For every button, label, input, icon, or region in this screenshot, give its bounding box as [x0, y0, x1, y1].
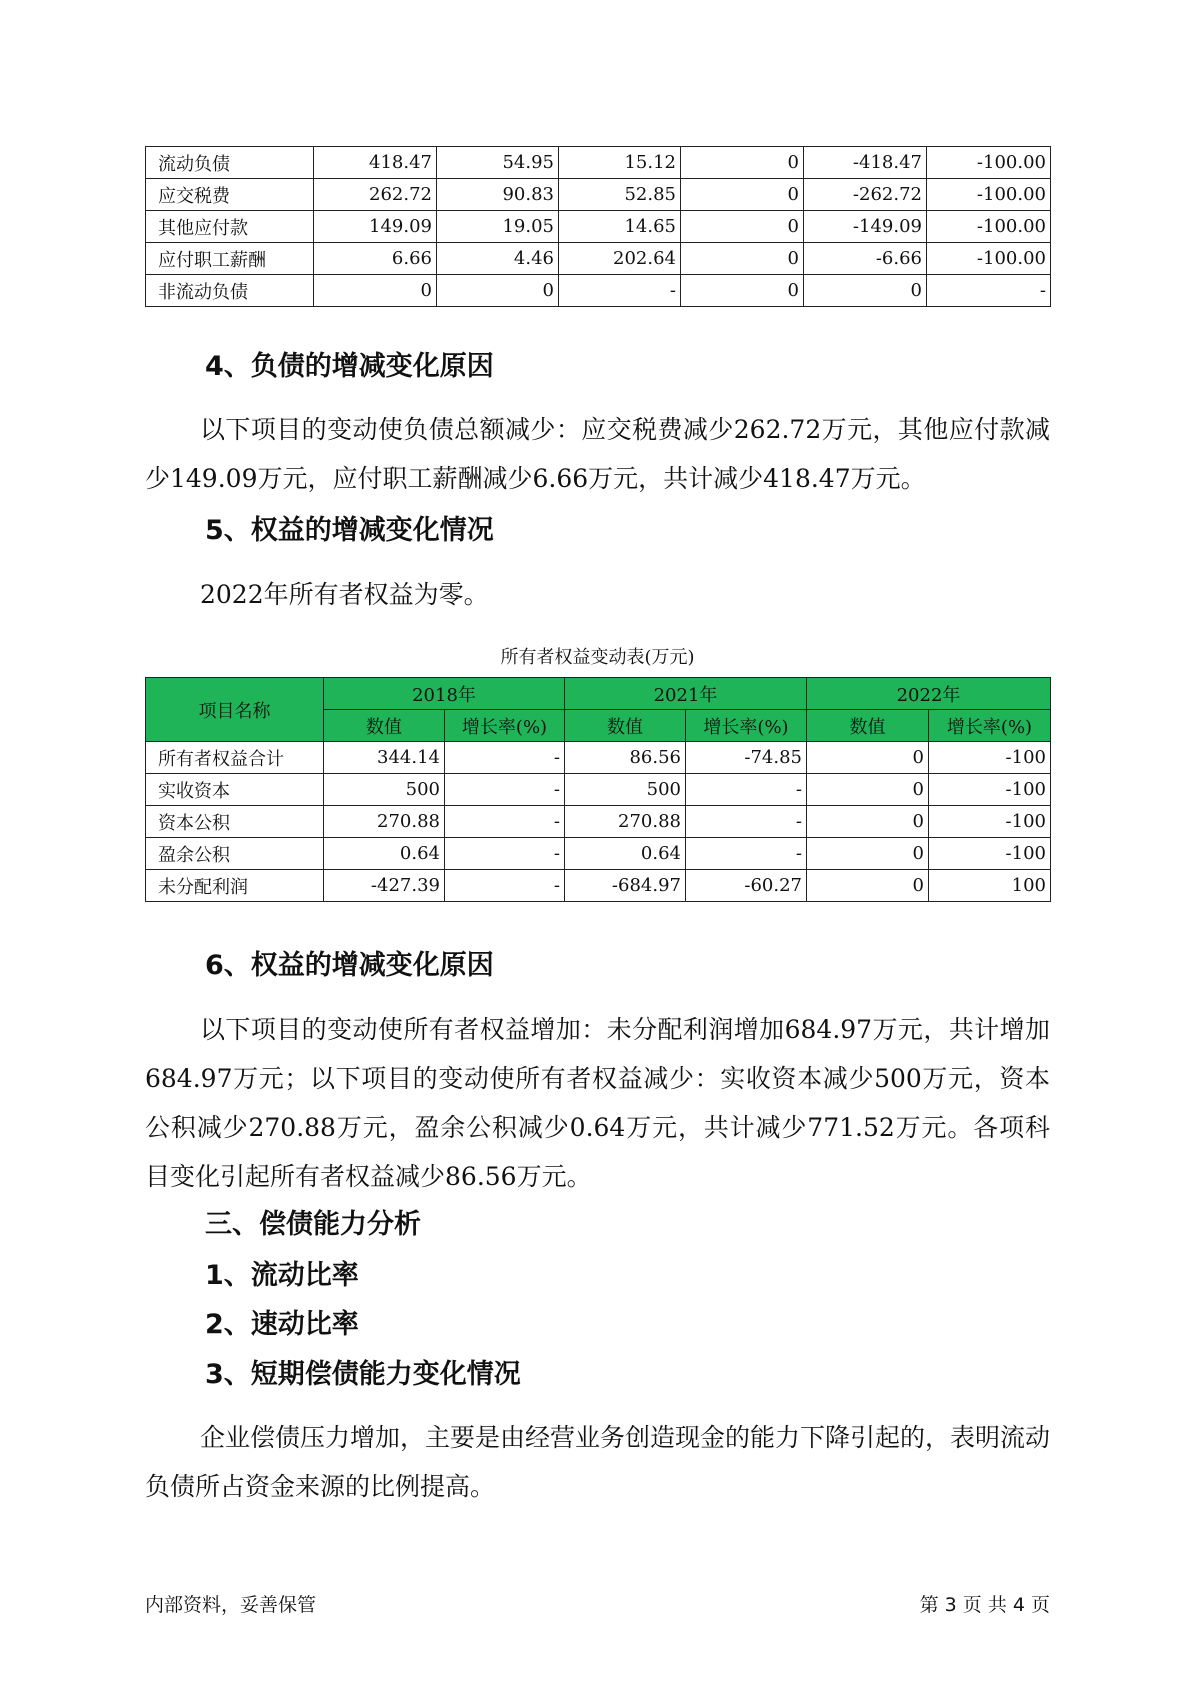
table-row: [146, 870, 1051, 902]
section4-heading: 4、负债的增减变化原因: [205, 351, 494, 382]
table-row: [146, 806, 1051, 838]
equity-table: [145, 677, 1051, 902]
value-cell: 0: [807, 838, 929, 870]
value-cell: -100.00: [927, 243, 1051, 275]
header-value-2022: 数值: [807, 710, 929, 742]
row-label: 应交税费: [146, 179, 314, 211]
value-cell: 418.47: [314, 147, 437, 179]
value-cell: 0: [807, 774, 929, 806]
equity-table-body: [146, 742, 1051, 902]
header-growth-2021: 增长率(%): [686, 710, 807, 742]
value-cell: 0: [681, 243, 804, 275]
growth-rate-cell: -74.85: [686, 742, 807, 774]
footer-page-number: 第 3 页 共 4 页: [919, 1594, 1050, 1616]
value-cell: 52.85: [559, 179, 681, 211]
growth-rate-cell: -: [445, 870, 565, 902]
row-label: 盈余公积: [146, 838, 324, 870]
value-cell: 0: [807, 806, 929, 838]
row-label: 非流动负债: [146, 275, 314, 307]
header-value-2021: 数值: [565, 710, 686, 742]
header-year-2018: 2018年: [324, 678, 565, 710]
row-label: 应付职工薪酬: [146, 243, 314, 275]
value-cell: 0: [807, 742, 929, 774]
section-three-heading: 三、偿债能力分析: [205, 1209, 421, 1240]
section4-paragraph: 以下项目的变动使负债总额减少：应交税费减少262.72万元，其他应付款减少149.09万元，应付职工薪酬减少6.66万元，共计减少418.47万元。: [145, 415, 1050, 493]
growth-rate-cell: -: [686, 774, 807, 806]
row-label: 实收资本: [146, 774, 324, 806]
value-cell: 0: [681, 147, 804, 179]
table-row: [146, 774, 1051, 806]
value-cell: -418.47: [804, 147, 927, 179]
value-cell: -6.66: [804, 243, 927, 275]
section6-paragraph: 以下项目的变动使所有者权益增加：未分配利润增加684.97万元，共计增加684.97万元；以下项目的变动使所有者权益减少：实收资本减少500万元，资本公积减少270.88万元，盈余公积减少0.64万元，共计减少771.52万元。各项科目变化引起所有者权益减少86.56万元。: [145, 1015, 1050, 1191]
value-cell: 15.12: [559, 147, 681, 179]
growth-rate-cell: -: [686, 806, 807, 838]
header-year-2021: 2021年: [565, 678, 807, 710]
value-cell: 500: [324, 774, 445, 806]
value-cell: 149.09: [314, 211, 437, 243]
growth-rate-cell: 100: [929, 870, 1051, 902]
value-cell: 262.72: [314, 179, 437, 211]
short-term-solvency-paragraph: 企业偿债压力增加，主要是由经营业务创造现金的能力下降引起的，表明流动负债所占资金来源的比例提高。: [145, 1423, 1051, 1501]
liabilities-table-body: [146, 147, 1051, 307]
value-cell: 19.05: [437, 211, 559, 243]
value-cell: 0: [681, 211, 804, 243]
value-cell: -: [927, 275, 1051, 307]
header-value-2018: 数值: [324, 710, 445, 742]
value-cell: 0: [807, 870, 929, 902]
short-term-solvency-heading: 3、短期偿债能力变化情况: [205, 1359, 521, 1390]
table-row: [146, 275, 1051, 307]
quick-ratio-heading: 2、速动比率: [205, 1309, 359, 1340]
value-cell: -427.39: [324, 870, 445, 902]
value-cell: 90.83: [437, 179, 559, 211]
growth-rate-cell: -100: [929, 742, 1051, 774]
growth-rate-cell: -100: [929, 838, 1051, 870]
value-cell: 4.46: [437, 243, 559, 275]
value-cell: 0: [314, 275, 437, 307]
section6-heading: 6、权益的增减变化原因: [205, 950, 494, 981]
growth-rate-cell: -100: [929, 806, 1051, 838]
row-label: 所有者权益合计: [146, 742, 324, 774]
footer-confidential-note: 内部资料，妥善保管: [145, 1594, 317, 1616]
equity-table-caption: 所有者权益变动表(万元): [500, 647, 695, 668]
table-row: [146, 742, 1051, 774]
row-label: 流动负债: [146, 147, 314, 179]
row-label: 其他应付款: [146, 211, 314, 243]
value-cell: -684.97: [565, 870, 686, 902]
row-label: 资本公积: [146, 806, 324, 838]
value-cell: -262.72: [804, 179, 927, 211]
value-cell: 6.66: [314, 243, 437, 275]
section5-paragraph: 2022年所有者权益为零。: [200, 580, 489, 609]
section5-heading: 5、权益的增减变化情况: [205, 515, 494, 546]
table-row: [146, 147, 1051, 179]
value-cell: 0: [437, 275, 559, 307]
value-cell: 0: [681, 179, 804, 211]
growth-rate-cell: -: [445, 742, 565, 774]
growth-rate-cell: -: [445, 838, 565, 870]
growth-rate-cell: -: [445, 806, 565, 838]
value-cell: 86.56: [565, 742, 686, 774]
table-row: [146, 179, 1051, 211]
value-cell: 270.88: [565, 806, 686, 838]
value-cell: 202.64: [559, 243, 681, 275]
value-cell: 0.64: [565, 838, 686, 870]
value-cell: 0: [681, 275, 804, 307]
value-cell: 0: [804, 275, 927, 307]
growth-rate-cell: -60.27: [686, 870, 807, 902]
table-row: [146, 211, 1051, 243]
value-cell: -149.09: [804, 211, 927, 243]
value-cell: -: [559, 275, 681, 307]
growth-rate-cell: -100: [929, 774, 1051, 806]
value-cell: -100.00: [927, 179, 1051, 211]
value-cell: 14.65: [559, 211, 681, 243]
growth-rate-cell: -: [445, 774, 565, 806]
value-cell: 54.95: [437, 147, 559, 179]
header-item-name: 项目名称: [146, 678, 324, 742]
value-cell: -100.00: [927, 211, 1051, 243]
liabilities-table: [145, 146, 1051, 307]
header-year-2022: 2022年: [807, 678, 1051, 710]
value-cell: 0.64: [324, 838, 445, 870]
value-cell: 270.88: [324, 806, 445, 838]
value-cell: -100.00: [927, 147, 1051, 179]
header-growth-2022: 增长率(%): [929, 710, 1051, 742]
table-row: [146, 838, 1051, 870]
growth-rate-cell: -: [686, 838, 807, 870]
header-growth-2018: 增长率(%): [445, 710, 565, 742]
current-ratio-heading: 1、流动比率: [205, 1260, 359, 1291]
row-label: 未分配利润: [146, 870, 324, 902]
table-row: [146, 243, 1051, 275]
value-cell: 500: [565, 774, 686, 806]
value-cell: 344.14: [324, 742, 445, 774]
